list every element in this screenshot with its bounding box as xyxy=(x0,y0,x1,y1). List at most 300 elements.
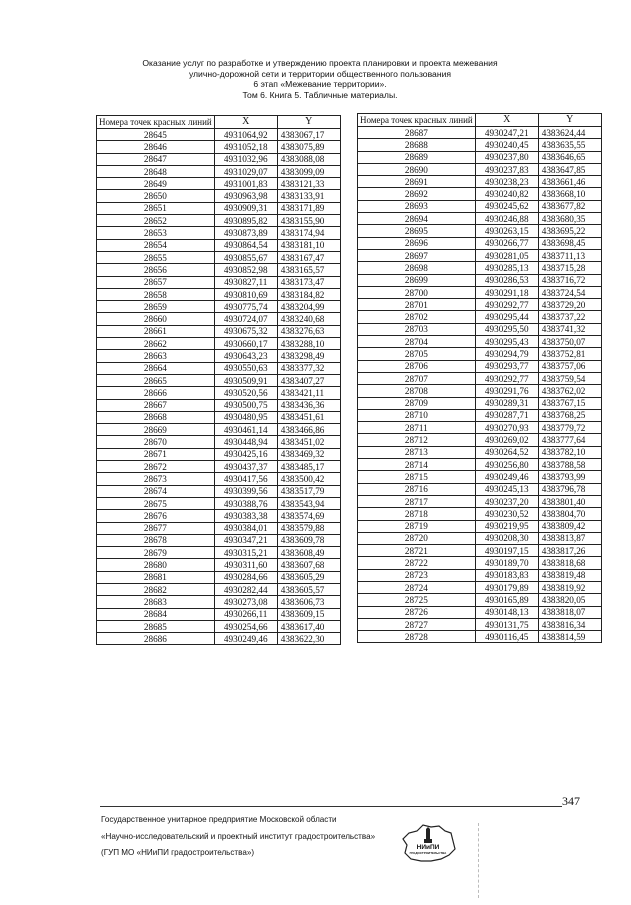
y-coordinate-cell: 4383677,82 xyxy=(538,200,601,212)
table-row xyxy=(358,471,602,483)
point-number-cell: 28649 xyxy=(97,178,215,190)
point-number-cell: 28711 xyxy=(358,422,476,434)
x-coordinate-cell: 4930675,32 xyxy=(214,325,277,337)
x-coordinate-cell: 4930347,21 xyxy=(214,534,277,546)
table-row xyxy=(358,545,602,557)
point-number-cell: 28656 xyxy=(97,264,215,276)
y-coordinate-cell: 4383298,49 xyxy=(277,350,340,362)
point-number-cell: 28693 xyxy=(358,200,476,212)
point-number-cell: 28699 xyxy=(358,274,476,286)
table-row xyxy=(358,557,602,569)
y-coordinate-cell: 4383715,28 xyxy=(538,262,601,274)
page-number: 347 xyxy=(562,794,580,808)
x-coordinate-cell: 4930246,88 xyxy=(475,213,538,225)
point-number-cell: 28707 xyxy=(358,372,476,384)
table-row xyxy=(358,508,602,520)
point-number-cell: 28722 xyxy=(358,557,476,569)
document-header xyxy=(60,58,580,100)
point-number-cell: 28705 xyxy=(358,348,476,360)
table-row xyxy=(97,534,341,546)
table-row xyxy=(97,510,341,522)
point-number-cell: 28728 xyxy=(358,631,476,643)
point-number-cell: 28676 xyxy=(97,510,215,522)
point-number-cell: 28688 xyxy=(358,139,476,151)
y-coordinate-cell: 4383750,07 xyxy=(538,336,601,348)
y-coordinate-cell: 4383517,79 xyxy=(277,485,340,497)
table-row xyxy=(358,139,602,151)
y-coordinate-cell: 4383174,94 xyxy=(277,227,340,239)
table-row xyxy=(97,350,341,362)
x-coordinate-cell: 4930245,13 xyxy=(475,483,538,495)
y-coordinate-cell: 4383818,68 xyxy=(538,557,601,569)
y-coordinate-cell: 4383167,47 xyxy=(277,251,340,263)
x-coordinate-cell: 4930909,31 xyxy=(214,202,277,214)
table-row xyxy=(358,532,602,544)
y-coordinate-cell: 4383485,17 xyxy=(277,461,340,473)
point-number-cell: 28700 xyxy=(358,286,476,298)
footer-line-2: «Научно-исследовательский и проектный институт градостроительства» xyxy=(101,831,376,841)
x-coordinate-cell: 4930240,82 xyxy=(475,188,538,200)
table-row xyxy=(358,262,602,274)
y-coordinate-cell: 4383819,48 xyxy=(538,569,601,581)
table-row xyxy=(97,141,341,153)
table-row xyxy=(358,323,602,335)
x-coordinate-cell: 4930148,13 xyxy=(475,606,538,618)
point-number-cell: 28662 xyxy=(97,338,215,350)
x-coordinate-cell: 4930179,89 xyxy=(475,581,538,593)
x-coordinate-cell: 4930238,23 xyxy=(475,176,538,188)
table-row xyxy=(358,249,602,261)
y-coordinate-cell: 4383466,86 xyxy=(277,424,340,436)
y-coordinate-cell: 4383809,42 xyxy=(538,520,601,532)
coordinates-table-left xyxy=(96,115,341,645)
table-row xyxy=(97,362,341,374)
point-number-cell: 28695 xyxy=(358,225,476,237)
y-coordinate-cell: 4383816,34 xyxy=(538,618,601,630)
y-coordinate-cell: 4383421,11 xyxy=(277,387,340,399)
table-row xyxy=(97,596,341,608)
y-coordinate-cell: 4383813,87 xyxy=(538,532,601,544)
x-coordinate-cell: 4930315,21 xyxy=(214,547,277,559)
x-coordinate-cell: 4931052,18 xyxy=(214,141,277,153)
y-coordinate-cell: 4383165,57 xyxy=(277,264,340,276)
y-coordinate-cell: 4383777,64 xyxy=(538,434,601,446)
table-row xyxy=(97,387,341,399)
x-coordinate-cell: 4930660,17 xyxy=(214,338,277,350)
point-number-cell: 28726 xyxy=(358,606,476,618)
x-coordinate-cell: 4930399,56 xyxy=(214,485,277,497)
x-coordinate-cell: 4930295,44 xyxy=(475,311,538,323)
y-coordinate-cell: 4383647,85 xyxy=(538,163,601,175)
y-coordinate-cell: 4383711,13 xyxy=(538,249,601,261)
y-coordinate-cell: 4383407,27 xyxy=(277,374,340,386)
point-number-cell: 28703 xyxy=(358,323,476,335)
x-coordinate-cell: 4930269,02 xyxy=(475,434,538,446)
y-coordinate-cell: 4383724,54 xyxy=(538,286,601,298)
x-coordinate-cell: 4930289,31 xyxy=(475,397,538,409)
y-coordinate-cell: 4383622,30 xyxy=(277,633,340,645)
x-coordinate-cell: 4930189,70 xyxy=(475,557,538,569)
x-coordinate-cell: 4930810,69 xyxy=(214,288,277,300)
x-coordinate-cell: 4930383,38 xyxy=(214,510,277,522)
table-row xyxy=(358,618,602,630)
point-number-cell: 28710 xyxy=(358,409,476,421)
coordinates-table-right xyxy=(357,113,602,643)
point-number-cell: 28665 xyxy=(97,374,215,386)
point-number-cell: 28686 xyxy=(97,633,215,645)
table-row xyxy=(358,446,602,458)
x-coordinate-cell: 4930237,20 xyxy=(475,495,538,507)
x-coordinate-cell: 4930448,94 xyxy=(214,436,277,448)
x-coordinate-cell: 4930237,83 xyxy=(475,163,538,175)
x-coordinate-cell: 4930240,45 xyxy=(475,139,538,151)
point-number-cell: 28696 xyxy=(358,237,476,249)
table-row xyxy=(97,153,341,165)
x-coordinate-cell: 4930281,05 xyxy=(475,249,538,261)
footer-divider xyxy=(100,806,562,807)
y-coordinate-cell: 4383574,69 xyxy=(277,510,340,522)
point-number-cell: 28657 xyxy=(97,276,215,288)
table-row xyxy=(358,360,602,372)
header-line-4: Том 6. Книга 5. Табличные материалы. xyxy=(242,89,398,100)
table-row xyxy=(358,299,602,311)
point-number-cell: 28692 xyxy=(358,188,476,200)
point-number-cell: 28664 xyxy=(97,362,215,374)
y-coordinate-cell: 4383088,08 xyxy=(277,153,340,165)
document-footer xyxy=(101,812,375,862)
point-number-cell: 28655 xyxy=(97,251,215,263)
x-coordinate-cell: 4930291,76 xyxy=(475,385,538,397)
x-coordinate-cell: 4930388,76 xyxy=(214,497,277,509)
x-coordinate-cell: 4930273,08 xyxy=(214,596,277,608)
table-row xyxy=(97,325,341,337)
point-number-cell: 28682 xyxy=(97,583,215,595)
point-number-cell: 28680 xyxy=(97,559,215,571)
point-number-cell: 28687 xyxy=(358,127,476,139)
x-coordinate-cell: 4930963,98 xyxy=(214,190,277,202)
point-number-cell: 28704 xyxy=(358,336,476,348)
x-coordinate-cell: 4930480,95 xyxy=(214,411,277,423)
point-number-cell: 28727 xyxy=(358,618,476,630)
table-row xyxy=(358,286,602,298)
y-coordinate-cell: 4383716,72 xyxy=(538,274,601,286)
x-coordinate-cell: 4931001,83 xyxy=(214,178,277,190)
x-coordinate-cell: 4930775,74 xyxy=(214,301,277,313)
y-coordinate-cell: 4383804,70 xyxy=(538,508,601,520)
y-coordinate-cell: 4383779,72 xyxy=(538,422,601,434)
table-row xyxy=(358,409,602,421)
x-coordinate-cell: 4930294,79 xyxy=(475,348,538,360)
y-coordinate-cell: 4383661,46 xyxy=(538,176,601,188)
x-coordinate-cell: 4930724,07 xyxy=(214,313,277,325)
point-number-cell: 28724 xyxy=(358,581,476,593)
table-row xyxy=(97,202,341,214)
y-coordinate-cell: 4383184,82 xyxy=(277,288,340,300)
point-number-cell: 28685 xyxy=(97,620,215,632)
table-row xyxy=(97,473,341,485)
x-coordinate-cell: 4930425,16 xyxy=(214,448,277,460)
y-coordinate-cell: 4383695,22 xyxy=(538,225,601,237)
x-coordinate-cell: 4930116,45 xyxy=(475,631,538,643)
x-coordinate-cell: 4930285,13 xyxy=(475,262,538,274)
point-number-cell: 28673 xyxy=(97,473,215,485)
x-coordinate-cell: 4930270,93 xyxy=(475,422,538,434)
point-number-cell: 28712 xyxy=(358,434,476,446)
table-row xyxy=(97,583,341,595)
table-row xyxy=(97,264,341,276)
x-coordinate-cell: 4931029,07 xyxy=(214,165,277,177)
point-number-cell: 28675 xyxy=(97,497,215,509)
point-number-cell: 28652 xyxy=(97,215,215,227)
table-row xyxy=(97,301,341,313)
x-coordinate-cell: 4930311,60 xyxy=(214,559,277,571)
point-number-cell: 28725 xyxy=(358,594,476,606)
table-row xyxy=(358,495,602,507)
point-number-cell: 28654 xyxy=(97,239,215,251)
table-row xyxy=(358,459,602,471)
point-number-cell: 28658 xyxy=(97,288,215,300)
point-number-cell: 28717 xyxy=(358,495,476,507)
y-coordinate-cell: 4383801,40 xyxy=(538,495,601,507)
x-coordinate-cell: 4930282,44 xyxy=(214,583,277,595)
point-number-cell: 28647 xyxy=(97,153,215,165)
x-coordinate-cell: 4930864,54 xyxy=(214,239,277,251)
footer-line-3: (ГУП МО «НИиПИ градостроительства») xyxy=(101,848,255,857)
point-number-cell: 28708 xyxy=(358,385,476,397)
point-number-cell: 28674 xyxy=(97,485,215,497)
table-row xyxy=(358,434,602,446)
y-coordinate-cell: 4383817,26 xyxy=(538,545,601,557)
point-number-cell: 28714 xyxy=(358,459,476,471)
x-coordinate-cell: 4930295,50 xyxy=(475,323,538,335)
point-number-cell: 28709 xyxy=(358,397,476,409)
point-number-cell: 28681 xyxy=(97,571,215,583)
x-coordinate-cell: 4930855,67 xyxy=(214,251,277,263)
table-row xyxy=(97,485,341,497)
y-coordinate-cell: 4383121,33 xyxy=(277,178,340,190)
table-row xyxy=(358,163,602,175)
table-body-right xyxy=(358,127,602,643)
point-number-cell: 28670 xyxy=(97,436,215,448)
point-number-cell: 28719 xyxy=(358,520,476,532)
point-number-cell: 28671 xyxy=(97,448,215,460)
y-coordinate-cell: 4383451,02 xyxy=(277,436,340,448)
table-row xyxy=(97,227,341,239)
x-coordinate-cell: 4930873,89 xyxy=(214,227,277,239)
x-coordinate-cell: 4930266,77 xyxy=(475,237,538,249)
y-coordinate-cell: 4383796,78 xyxy=(538,483,601,495)
table-row xyxy=(97,276,341,288)
header-line-3: 6 этап «Межевание территории». xyxy=(253,79,387,89)
table-row xyxy=(358,200,602,212)
x-coordinate-cell: 4930509,91 xyxy=(214,374,277,386)
footer-line-1: Государственное унитарное предприятие Московской области xyxy=(101,815,337,824)
x-coordinate-cell: 4930852,98 xyxy=(214,264,277,276)
x-coordinate-cell: 4930437,37 xyxy=(214,461,277,473)
x-coordinate-cell: 4930384,01 xyxy=(214,522,277,534)
table-row xyxy=(358,225,602,237)
y-coordinate-cell: 4383759,54 xyxy=(538,372,601,384)
header-x: X xyxy=(475,114,538,127)
x-coordinate-cell: 4930245,62 xyxy=(475,200,538,212)
x-coordinate-cell: 4930208,30 xyxy=(475,532,538,544)
table-row xyxy=(358,372,602,384)
x-coordinate-cell: 4930256,80 xyxy=(475,459,538,471)
table-row xyxy=(97,190,341,202)
y-coordinate-cell: 4383793,99 xyxy=(538,471,601,483)
y-coordinate-cell: 4383741,32 xyxy=(538,323,601,335)
point-number-cell: 28723 xyxy=(358,569,476,581)
moscow-region-outline-logo-icon xyxy=(397,823,459,863)
x-coordinate-cell: 4930643,23 xyxy=(214,350,277,362)
table-row xyxy=(358,311,602,323)
y-coordinate-cell: 4383500,42 xyxy=(277,473,340,485)
point-number-cell: 28660 xyxy=(97,313,215,325)
table-body-left xyxy=(97,129,341,645)
y-coordinate-cell: 4383757,06 xyxy=(538,360,601,372)
point-number-cell: 28679 xyxy=(97,547,215,559)
y-coordinate-cell: 4383605,57 xyxy=(277,583,340,595)
table-row xyxy=(97,399,341,411)
x-coordinate-cell: 4930219,95 xyxy=(475,520,538,532)
y-coordinate-cell: 4383099,09 xyxy=(277,165,340,177)
y-coordinate-cell: 4383609,78 xyxy=(277,534,340,546)
table-row xyxy=(358,127,602,139)
y-coordinate-cell: 4383204,99 xyxy=(277,301,340,313)
table-row xyxy=(97,559,341,571)
y-coordinate-cell: 4383635,55 xyxy=(538,139,601,151)
x-coordinate-cell: 4930500,75 xyxy=(214,399,277,411)
point-number-cell: 28684 xyxy=(97,608,215,620)
y-coordinate-cell: 4383276,63 xyxy=(277,325,340,337)
x-coordinate-cell: 4930254,66 xyxy=(214,620,277,632)
y-coordinate-cell: 4383155,90 xyxy=(277,215,340,227)
y-coordinate-cell: 4383173,47 xyxy=(277,276,340,288)
y-coordinate-cell: 4383788,58 xyxy=(538,459,601,471)
point-number-cell: 28645 xyxy=(97,129,215,141)
y-coordinate-cell: 4383737,22 xyxy=(538,311,601,323)
y-coordinate-cell: 4383698,45 xyxy=(538,237,601,249)
y-coordinate-cell: 4383646,65 xyxy=(538,151,601,163)
x-coordinate-cell: 4931032,96 xyxy=(214,153,277,165)
table-row xyxy=(358,594,602,606)
y-coordinate-cell: 4383767,15 xyxy=(538,397,601,409)
table-row xyxy=(358,176,602,188)
y-coordinate-cell: 4383814,59 xyxy=(538,631,601,643)
table-row xyxy=(97,571,341,583)
y-coordinate-cell: 4383075,89 xyxy=(277,141,340,153)
header-x: X xyxy=(214,116,277,129)
table-row xyxy=(358,237,602,249)
table-row xyxy=(358,581,602,593)
point-number-cell: 28678 xyxy=(97,534,215,546)
point-number-cell: 28713 xyxy=(358,446,476,458)
x-coordinate-cell: 4930263,15 xyxy=(475,225,538,237)
table-row xyxy=(358,348,602,360)
table-row xyxy=(358,483,602,495)
y-coordinate-cell: 4383609,15 xyxy=(277,608,340,620)
point-number-cell: 28701 xyxy=(358,299,476,311)
x-coordinate-cell: 4930292,77 xyxy=(475,299,538,311)
table-row xyxy=(97,608,341,620)
y-coordinate-cell: 4383377,32 xyxy=(277,362,340,374)
x-coordinate-cell: 4930293,77 xyxy=(475,360,538,372)
table-row xyxy=(97,374,341,386)
point-number-cell: 28689 xyxy=(358,151,476,163)
table-row xyxy=(358,213,602,225)
y-coordinate-cell: 4383436,36 xyxy=(277,399,340,411)
table-row xyxy=(97,313,341,325)
point-number-cell: 28716 xyxy=(358,483,476,495)
y-coordinate-cell: 4383067,17 xyxy=(277,129,340,141)
table-row xyxy=(358,385,602,397)
y-coordinate-cell: 4383605,29 xyxy=(277,571,340,583)
point-number-cell: 28715 xyxy=(358,471,476,483)
x-coordinate-cell: 4931064,92 xyxy=(214,129,277,141)
logo-subtitle: ГРАДОСТРОИТЕЛЬСТВА xyxy=(409,851,447,855)
table-row xyxy=(358,397,602,409)
point-number-cell: 28668 xyxy=(97,411,215,423)
x-coordinate-cell: 4930520,56 xyxy=(214,387,277,399)
y-coordinate-cell: 4383240,68 xyxy=(277,313,340,325)
table-row xyxy=(358,151,602,163)
x-coordinate-cell: 4930550,63 xyxy=(214,362,277,374)
y-coordinate-cell: 4383818,07 xyxy=(538,606,601,618)
header-y: Y xyxy=(277,116,340,129)
x-coordinate-cell: 4930286,53 xyxy=(475,274,538,286)
table-row xyxy=(358,188,602,200)
point-number-cell: 28694 xyxy=(358,213,476,225)
point-number-cell: 28669 xyxy=(97,424,215,436)
point-number-cell: 28721 xyxy=(358,545,476,557)
y-coordinate-cell: 4383729,20 xyxy=(538,299,601,311)
y-coordinate-cell: 4383171,89 xyxy=(277,202,340,214)
point-number-cell: 28672 xyxy=(97,461,215,473)
table-row xyxy=(97,620,341,632)
point-number-cell: 28706 xyxy=(358,360,476,372)
table-row xyxy=(97,251,341,263)
x-coordinate-cell: 4930249,46 xyxy=(475,471,538,483)
x-coordinate-cell: 4930417,56 xyxy=(214,473,277,485)
point-number-cell: 28653 xyxy=(97,227,215,239)
x-coordinate-cell: 4930230,52 xyxy=(475,508,538,520)
x-coordinate-cell: 4930461,14 xyxy=(214,424,277,436)
table-row xyxy=(358,606,602,618)
point-number-cell: 28702 xyxy=(358,311,476,323)
x-coordinate-cell: 4930247,21 xyxy=(475,127,538,139)
x-coordinate-cell: 4930264,52 xyxy=(475,446,538,458)
y-coordinate-cell: 4383624,44 xyxy=(538,127,601,139)
x-coordinate-cell: 4930287,71 xyxy=(475,409,538,421)
header-line-1: Оказание услуг по разработке и утверждению проекта планировки и проекта межевания xyxy=(142,58,498,68)
x-coordinate-cell: 4930131,75 xyxy=(475,618,538,630)
header-point-numbers: Номера точек красных линий xyxy=(358,114,476,127)
y-coordinate-cell: 4383607,68 xyxy=(277,559,340,571)
point-number-cell: 28663 xyxy=(97,350,215,362)
y-coordinate-cell: 4383617,40 xyxy=(277,620,340,632)
table-row xyxy=(358,422,602,434)
point-number-cell: 28718 xyxy=(358,508,476,520)
x-coordinate-cell: 4930292,77 xyxy=(475,372,538,384)
table-header-row xyxy=(358,114,602,127)
table-header-row xyxy=(97,116,341,129)
y-coordinate-cell: 4383680,35 xyxy=(538,213,601,225)
point-number-cell: 28690 xyxy=(358,163,476,175)
y-coordinate-cell: 4383288,10 xyxy=(277,338,340,350)
y-coordinate-cell: 4383451,61 xyxy=(277,411,340,423)
point-number-cell: 28683 xyxy=(97,596,215,608)
table-row xyxy=(97,461,341,473)
